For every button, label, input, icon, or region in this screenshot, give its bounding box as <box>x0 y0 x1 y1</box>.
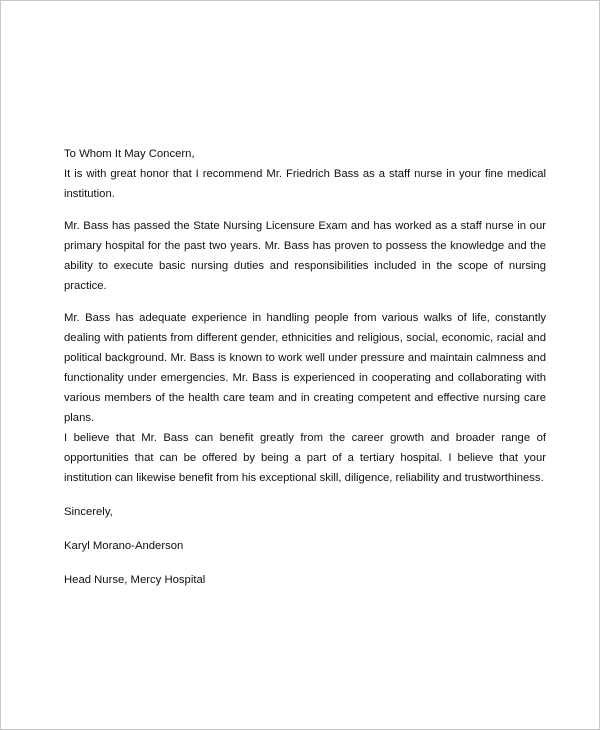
body-paragraph-1: Mr. Bass has passed the State Nursing Licensure Exam and has worked as a staff nurse in our primary hospital for the past two years. Mr. Bass has proven to possess the knowledge and the ability to execute basic nursing duties and responsibilities included in the scope of nursing practice. <box>64 220 546 292</box>
recommendation-letter <box>64 144 546 590</box>
intro-paragraph: It is with great honor that I recommend Mr. Friedrich Bass as a staff nurse in your fine medical institution. <box>64 168 546 200</box>
signer-title: Head Nurse, Mercy Hospital <box>64 574 206 586</box>
signer-name: Karyl Morano-Anderson <box>64 540 184 552</box>
body-paragraph-2: Mr. Bass has adequate experience in handling people from various walks of life, constantly dealing with patients from different gender, ethnicities and religious, social, economic, racial and political background. Mr. Bass is known to work well under pressure and maintain calmness and functionality under emergencies. Mr. Bass is experienced in cooperating and collaborating with various members of the health care team and in creating competent and effective nursing care plans. <box>64 312 546 424</box>
closing: Sincerely, <box>64 506 113 518</box>
body-paragraph-3: I believe that Mr. Bass can benefit greatly from the career growth and broader range of opportunities that can be offered by being a part of a tertiary hospital. I believe that your institution can likewise benefit from his exceptional skill, diligence, reliability and trustworthiness. <box>64 432 546 484</box>
salutation: To Whom It May Concern, <box>64 148 195 160</box>
